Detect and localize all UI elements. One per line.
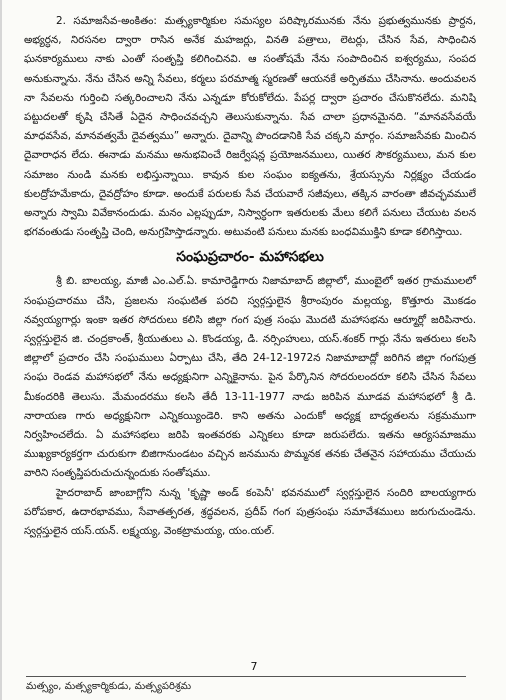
body-paragraph: హైదరాబాద్ జాంబాగ్లోని నున్న 'కృష్ణా అండ్ కంపెనీ' భవనములో స్వర్గస్తులైన సందిరి బాలయ్యగారు పరోపకార, ఉదారభావము, సేవాతత్పరత, శ్రద్ధవలన, ప్రదీప్ గంగ పుత్రసంఘ సమావేశములు జరుగుచుండెను. స్వర్గస్తులైన యస్.యన్. లక్ష్మయ్య, వెంకట్రామయ్య, యం.యల్. [24, 486, 476, 538]
body-paragraph: శ్రీ బి. బాలయ్య, మాజీ ఎం.ఎల్.ఏ. కామారెడ్డిగారు నిజామాబాద్ జిల్లాలో, ముంబైలో ఇతర గ్రామములలో సంఘప్రచారము చేసి, ప్రజలను సంఘటిత పరచి స్వర్గస్తులైన శ్రీరాంపురం మల్లయ్య, కొత్తూరు మొకడం నవ్వయ్యగార్లు ఇంకా ఇతర సోదరులు కలిసి జిల్లా గంగ పుత్ర సంఘ మొదటి మహాసభను ఆర్మూర్లో జరిపినారు. స్వర్గస్తులైన జి. చంద్రకాంత్, శ్రీయుతులు ఎ. కొండయ్య, డి. నర్సింహులు, యస్.శంకర్ గార్లు నేను ఇతరులు కలసి జిల్లాలో ప్రచారం చేసి సంఘములు ఏర్పాటు చేసి, తేది 24-12-1972న నిజామాబాద్లో జరిగిన జిల్లా గంగపుత్ర సంఘ రెండవ మహాసభలో నేను అధ్యక్షునిగా ఎన్నికైనాను. పైన పేర్కొనిన సోదరులందరూ కలిసి చేసిన సేవలు మీకందరికి తెలుసు. మేమందరము కలసి తేదీ 13-11-1977 నాడు జరిపిన మూడవ మహాసభలో శ్రీ డి. నారాయణ గారు అధ్యక్షునిగా ఎన్నికయ్యిండెరి. కాని అతను ఎందుకో అధ్యక్ష బాధ్యతలను సక్రమముగా నిర్వహించలేదు. ఏ మహాసభలు జరిపి ఇంతవరకు ఎన్నికలు కూడా జరుపలేదు. ఇతను ఆర్యసమాజము ముఖ్యకార్యకర్తగా చురుకుగా బిజిగానుండటం వచ్చిన జనమును పొమ్మనక తనకు చేతనైన సహాయము చేయుచు వారిని సంతృప్తిపరుచుచున్నందుకు సంతోషము. [24, 275, 476, 480]
footer-text: మత్స్యం, మత్స్యకార్మికుడు, మత్స్యపరిశ్రమ [26, 681, 192, 692]
page-number: 7 [250, 660, 258, 673]
body-paragraph: 2. సమాజసేవ-అంకితం: మత్స్యకార్మికుల సమస్యల పరిష్కారమునకు నేను ప్రభుత్వమునకు ప్రార్దన, అభ్యర్ధన, నిరసనల ద్వారా రాసిన అనేక మహజర్లు, వినతి పత్రాలు, లెటర్లు, చేసిన సేవ, సాధించిన ఘనకార్యములు నాకు ఎంతో సంతృప్తి కలిగించినవి. ఆ సంతోషమే నేను సంపాదించిన ఐశ్వర్యము, సంపద అనుకున్నాను. నేను చేసిన అన్ని సేవలు, కర్మలు పరమాత్మ స్మరణతో ఆయనకే అర్పితము చేసినాను. అందువలన నా సేవలను గుర్తించి సత్కరించాలని నేను ఎన్నడూ కోరుకోలేదు. పేపర్ల ద్వారా ప్రచారం చేసుకొనలేదు. మనిషి పట్టుదలతో కృషి చేసితే ఏదైన సాధించవచ్చని తెలుసుకున్నాను. సేవ చాలా ప్రధానమైనది. “మానవసేవయే మాధవసేవ, మానవత్వమే దైవత్వము” అన్నారు. దైవాన్ని పొందడానికి సేవ చక్కని మార్గం. సమాజసేవకు మించిన దైవారాధన లేదు. ఈనాడు మనము అనుభవించే రిజర్వేషన్ల ప్రయోజనములు, యితర సౌకర్యములు, మన కుల సమాజం నుండి మనకు లభిస్తున్నాయి. కావున కుల సంఘం ఐక్యతను, శ్రేయస్సును నిర్లక్ష్యం చేయడం కులద్రోహమేకాదు, దైవద్రోహం కూడా. అందుకే పరులకు సేవ చేయవారే సజీవులు, తక్కిన వారంతా జీవచ్ఛవములే అన్నారు స్వామి వివేకానందుడు. మనం ఎల్లప్పుడూ, నిస్వార్ధంగా ఇతరులకు మేలు కలిగే పనులు చేయుట వలన భగవంతుడు సంతృప్తి చెంది, అనుగ్రహిస్తాడన్నారు. అటువంటి పనులు మనకు బంధవిముక్తిని కూడా కలిగిస్తాయి. [24, 15, 476, 239]
footer-divider [26, 676, 466, 677]
section-heading: సంఘప్రచారం- మహాసభలు [176, 249, 324, 266]
